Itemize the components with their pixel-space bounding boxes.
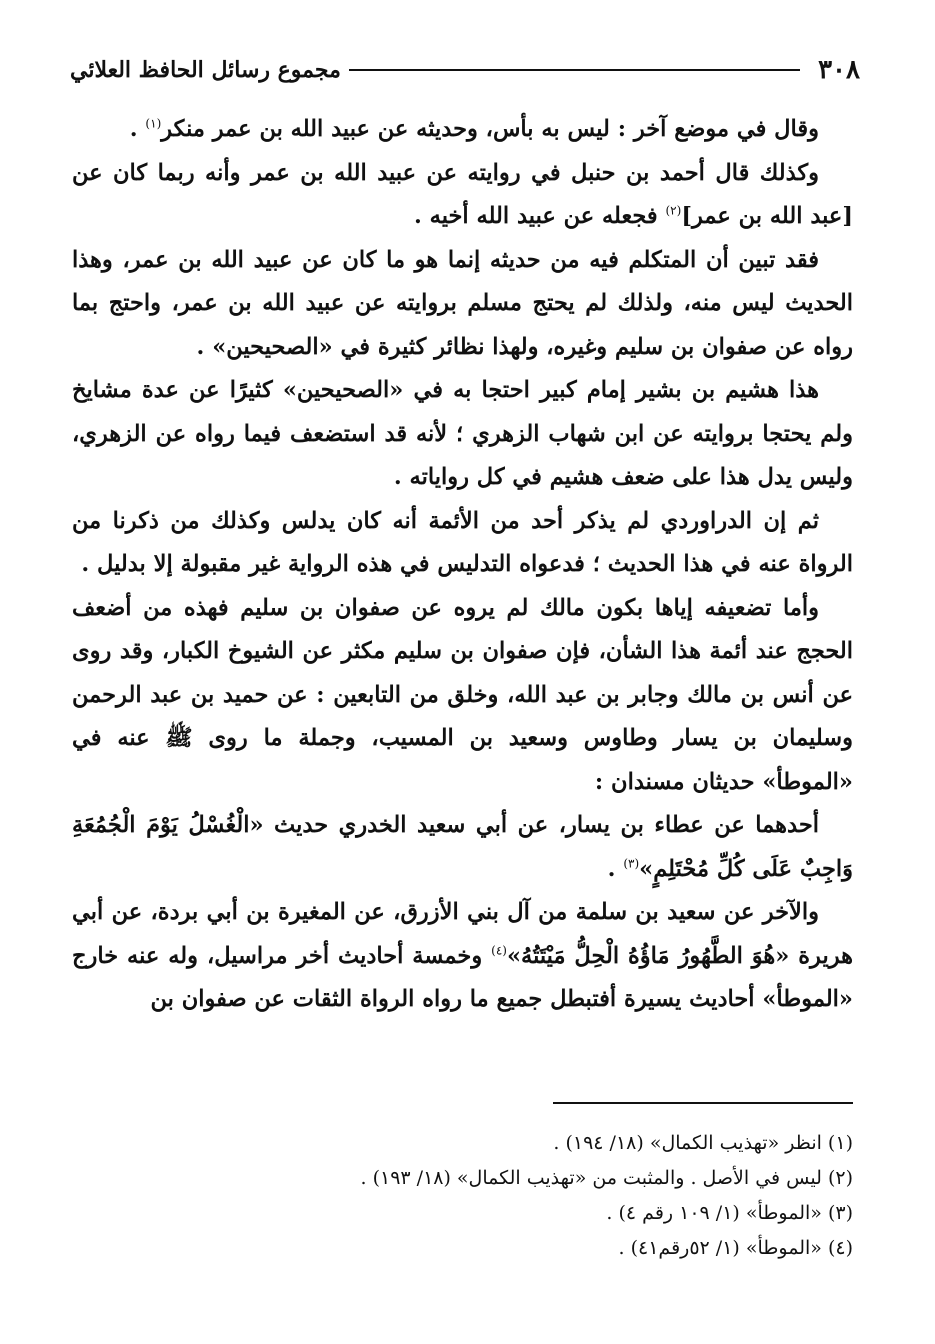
footnote: (٣) «الموطأ» (١/ ١٠٩ رقم ٤) . <box>606 1202 853 1224</box>
paragraph: فقد تبين أن المتكلم فيه من حديثه إنما هو ما كان عن عبيد الله بن عمر، وهذا الحديث ليس منه، ولذلك لم يحتج مسلم بروايته عن عبيد الله بن عمر، واحتج بما رواه عن صفوان بن سليم وغيره، ولهذا نظائر كثيرة في «الصحيحين» . <box>72 246 853 360</box>
footnote: (١) انظر «تهذيب الكمال» (١٨/ ١٩٤) . <box>553 1132 853 1154</box>
paragraph: وقال في موضع آخر : ليس به بأس، وحديثه عن عبيد الله بن عمر منكر$^{(١)}$ . <box>129 116 819 142</box>
paragraph: والآخر عن سعيد بن سلمة من آل بني الأزرق، عن المغيرة بن أبي بردة، عن أبي هريرة «هُوَ الطَّهُورُ مَاؤُهُ الْحِلُّ مَيْتَتُهُ»$^{(٤)}$ وخمسة أحاديث أخر مراسيل، وله عنه خارج «الموطأ» أحاديث يسيرة أفتبطل جميع ما رواه الرواة الثقات عن صفوان بن <box>72 899 853 1012</box>
paragraph: وكذلك قال أحمد بن حنبل في روايته عن عبيد الله بن عمر وأنه ربما كان عن [عبد الله بن عمر]$^{(٢)}$ فجعله عن عبيد الله أخيه . <box>72 159 853 229</box>
paragraph: ثم إن الدراوردي لم يذكر أحد من الأئمة أنه كان يدلس وكذلك من ذكرنا من الرواة عنه في هذا الحديث ؛ فدعواه التدليس في هذه الرواية غير مقبولة إلا بدليل . <box>72 507 853 577</box>
paragraph: وأما تضعيفه إياها بكون مالك لم يروه عن صفوان بن سليم فهذه من أضعف الحجج عند أئمة هذا الشأن، فإن صفوان بن سليم مكثر عن الشيوخ الكبار، وقد روى عن أنس بن مالك وجابر بن عبد الله، وخلق من التابعين : عن حميد بن عبد الرحمن وسليمان بن يسار وطاوس وسعيد بن المسيب، وجملة ما روى ﷺ عنه في «الموطأ» حديثان مسندان : <box>72 594 853 795</box>
footnote-marker: (٣) <box>623 856 640 870</box>
footnote: (٤) «الموطأ» (١/ ٥٢رقم٤١) . <box>618 1237 853 1259</box>
page-number: ٣٠٨ <box>818 55 860 85</box>
footnote-separator <box>553 1102 853 1104</box>
book-title: مجموع رسائل الحافظ العلائي <box>70 57 341 83</box>
footnote-marker: (٤) <box>491 943 507 957</box>
main-text <box>72 108 853 1022</box>
footnote: (٢) ليس في الأصل . والمثبت من «تهذيب الكمال» (١٨/ ١٩٣) . <box>360 1167 853 1189</box>
page-header <box>70 50 860 90</box>
header-rule <box>349 69 800 71</box>
footnote-marker: (٢) <box>665 203 682 218</box>
footnote-marker: (١) <box>145 116 162 131</box>
footnotes <box>72 1126 853 1266</box>
paragraph: أحدهما عن عطاء بن يسار، عن أبي سعيد الخدري حديث «الْغُسْلُ يَوْمَ الْجُمُعَةِ وَاجِبٌ عَلَى كُلِّ مُحْتَلِمٍ»$^{(٣)}$ . <box>72 812 853 882</box>
paragraph: هذا هشيم بن بشير إمام كبير احتجا به في «الصحيحين» كثيرًا عن عدة مشايخ ولم يحتجا بروايته عن ابن شهاب الزهري ؛ لأنه قد استضعف فيما رواه عن الزهري، وليس يدل هذا على ضعف هشيم في كل رواياته . <box>72 377 853 490</box>
